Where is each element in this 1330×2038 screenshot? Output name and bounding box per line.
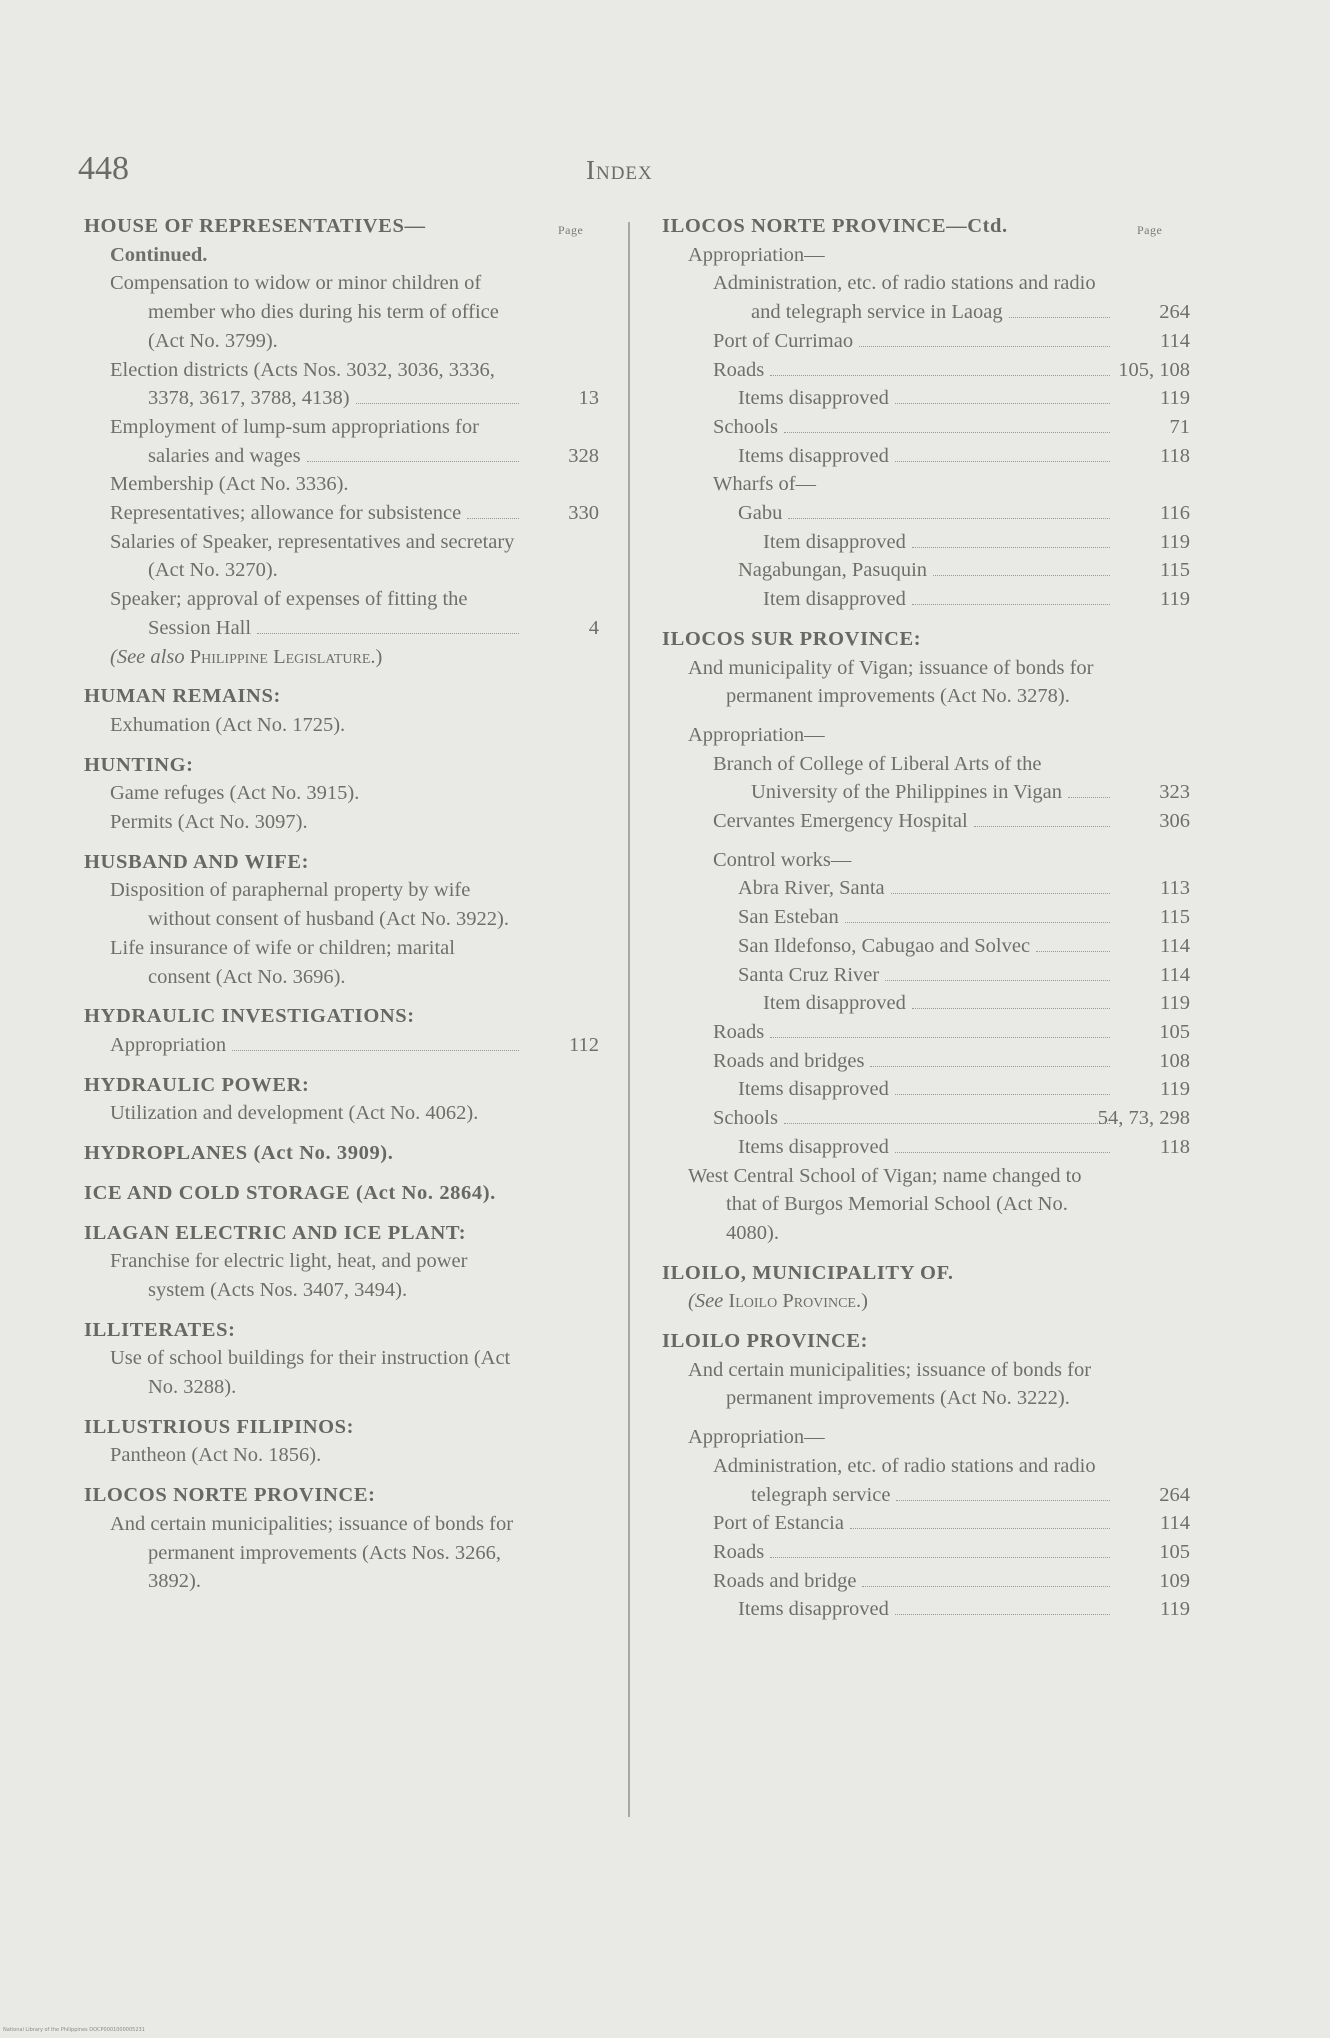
- entry-text: Items disapproved: [738, 1135, 889, 1158]
- entry-text: Items disapproved: [738, 387, 889, 410]
- entry-text: Items disapproved: [738, 444, 889, 467]
- index-entry: [84, 876, 599, 933]
- entry-text: Cervantes Emergency Hospital: [713, 810, 968, 833]
- leader-dots: [1009, 305, 1110, 318]
- see-reference: [662, 1287, 1190, 1316]
- leader-dots: [784, 1111, 1110, 1124]
- entry-page: 114: [1160, 1512, 1190, 1535]
- index-entry: [662, 1423, 1190, 1452]
- entry-page: 71: [1169, 415, 1190, 438]
- index-entry: [84, 1344, 599, 1401]
- index-entry: [662, 1133, 1190, 1162]
- leader-dots: [770, 1545, 1110, 1558]
- index-entry: [662, 1595, 1190, 1624]
- entry-page: 116: [1160, 502, 1190, 525]
- index-entry: [662, 528, 1190, 557]
- leader-dots: [895, 1602, 1110, 1615]
- index-heading: ILOCOS NORTE PROVINCE:: [84, 1484, 376, 1507]
- entry-spacer: [662, 711, 1190, 721]
- index-entry: [662, 1018, 1190, 1047]
- index-entry: [84, 1510, 599, 1596]
- index-group: [84, 751, 599, 837]
- index-entry: [662, 442, 1190, 471]
- leader-dots: [845, 910, 1110, 923]
- index-heading: ILAGAN ELECTRIC AND ICE PLANT:: [84, 1221, 467, 1244]
- leader-dots: [356, 391, 519, 404]
- entry-text: Exhumation (Act No. 1725).: [110, 713, 346, 736]
- index-entry: [662, 269, 1190, 326]
- index-heading: ILOILO, MUNICIPALITY OF.: [662, 1261, 954, 1284]
- entry-text: Membership (Act No. 3336).: [110, 473, 349, 496]
- entry-page: 119: [1160, 387, 1190, 410]
- index-entry: [662, 750, 1190, 807]
- column-divider: [628, 222, 630, 1817]
- entry-text: Roads: [713, 1020, 765, 1043]
- entry-page: 114: [1160, 329, 1190, 352]
- entry-text: Appropriation—: [688, 1426, 825, 1449]
- index-entry: [662, 807, 1190, 836]
- leader-dots: [307, 448, 519, 461]
- leader-dots: [912, 592, 1110, 605]
- entry-text: Pantheon (Act No. 1856).: [110, 1444, 322, 1467]
- index-group: [84, 1002, 599, 1059]
- entry-page: 306: [1159, 810, 1190, 833]
- entry-page: 112: [569, 1033, 599, 1056]
- index-entry: [662, 903, 1190, 932]
- entry-text: Employment of lump-sum appropriations for salaries and wages: [110, 415, 479, 467]
- entry-page: 105: [1159, 1020, 1190, 1043]
- index-entry: [662, 1538, 1190, 1567]
- entry-page: 119: [1160, 1598, 1190, 1621]
- index-entry: [662, 961, 1190, 990]
- entry-text: Roads and bridges: [713, 1049, 865, 1072]
- leader-dots: [974, 814, 1110, 827]
- entry-page: 119: [1160, 992, 1190, 1015]
- leader-dots: [1036, 939, 1110, 952]
- left-column: [84, 212, 599, 1607]
- entry-text: Speaker; approval of expenses of fitting the Session Hall: [110, 588, 468, 639]
- index-group: [84, 848, 599, 992]
- index-group: [84, 1071, 599, 1128]
- index-group: [84, 1413, 599, 1470]
- index-entry: [84, 934, 599, 991]
- index-group: [84, 1316, 599, 1402]
- see-prefix: (See also: [110, 645, 185, 668]
- index-entry: [662, 1104, 1190, 1133]
- index-entry: [662, 1047, 1190, 1076]
- entry-text: Port of Estancia: [713, 1512, 844, 1535]
- entry-page: 105: [1159, 1540, 1190, 1563]
- entry-page: 4: [588, 616, 599, 639]
- entry-page: 54, 73, 298: [1097, 1107, 1190, 1130]
- entry-text: Life insurance of wife or children; marital consent (Act No. 3696).: [110, 936, 455, 988]
- entry-text: Use of school buildings for their instruction (Act No. 3288).: [110, 1347, 511, 1399]
- entry-text: Franchise for electric light, heat, and power system (Acts Nos. 3407, 3494).: [110, 1250, 468, 1301]
- index-heading: HYDROPLANES (Act No. 3909).: [84, 1142, 394, 1165]
- index-heading: HYDRAULIC INVESTIGATIONS:: [84, 1005, 415, 1028]
- entry-text: Game refuges (Act No. 3915).: [110, 782, 360, 805]
- index-entry: [84, 1247, 599, 1304]
- leader-dots: [896, 1487, 1110, 1500]
- leader-dots: [788, 506, 1110, 519]
- index-heading: HYDRAULIC POWER:: [84, 1073, 310, 1096]
- index-entry: [84, 585, 599, 642]
- index-group: [662, 625, 1190, 1248]
- leader-dots: [912, 996, 1110, 1009]
- index-group: [84, 1179, 599, 1208]
- leader-dots: [859, 334, 1110, 347]
- index-entry: [662, 499, 1190, 528]
- entry-text: Items disapproved: [738, 1598, 889, 1621]
- index-heading: HUNTING:: [84, 753, 194, 776]
- index-heading: HOUSE OF REPRESENTATIVES—: [84, 215, 426, 237]
- index-entry: [662, 1075, 1190, 1104]
- index-entry: [84, 269, 599, 355]
- index-group: [662, 212, 1190, 614]
- index-group: [662, 1259, 1190, 1316]
- index-heading: ILLUSTRIOUS FILIPINOS:: [84, 1415, 355, 1438]
- entry-page: 264: [1159, 301, 1190, 324]
- entry-text: Roads: [713, 358, 765, 381]
- leader-dots: [784, 420, 1110, 433]
- entry-page: 115: [1160, 559, 1190, 582]
- index-entry: [662, 470, 1190, 499]
- continued-label: Continued.: [110, 243, 208, 266]
- entry-page: 13: [578, 387, 599, 410]
- leader-dots: [770, 362, 1110, 375]
- entry-spacer: [662, 1413, 1190, 1423]
- leader-dots: [257, 621, 519, 634]
- entry-text: Schools: [713, 1107, 778, 1130]
- index-heading: ICE AND COLD STORAGE (Act No. 2864).: [84, 1181, 496, 1204]
- index-entry: [662, 384, 1190, 413]
- entry-text: Administration, etc. of radio stations and radio and telegraph service in Laoag: [713, 272, 1096, 324]
- index-entry: [84, 1441, 599, 1470]
- index-entry: [84, 779, 599, 808]
- entry-text: Branch of College of Liberal Arts of the University of the Philippines in Vigan: [713, 752, 1062, 804]
- leader-dots: [885, 967, 1110, 980]
- index-group: [84, 212, 599, 671]
- index-entry: [662, 721, 1190, 750]
- index-entry: [84, 499, 599, 528]
- see-target: Iloilo Province.): [728, 1290, 868, 1313]
- entry-text: Schools: [713, 415, 778, 438]
- entry-text: Gabu: [738, 502, 783, 525]
- entry-text: Nagabungan, Pasuquin: [738, 559, 928, 582]
- entry-page: 330: [568, 502, 599, 525]
- index-entry: [84, 470, 599, 499]
- entry-spacer: [662, 836, 1190, 846]
- leader-dots: [862, 1573, 1110, 1586]
- page-title: Index: [586, 155, 653, 185]
- entry-page: 119: [1160, 588, 1190, 611]
- leader-dots: [895, 1082, 1110, 1095]
- leader-dots: [891, 881, 1110, 894]
- left-entries: [84, 212, 599, 1596]
- entry-text: Roads and bridge: [713, 1569, 857, 1592]
- entry-text: Item disapproved: [763, 588, 906, 611]
- entry-page: 119: [1160, 530, 1190, 553]
- index-entry: [662, 654, 1190, 711]
- entry-page: 113: [1160, 877, 1190, 900]
- index-entry: [662, 989, 1190, 1018]
- index-entry: [84, 528, 599, 585]
- index-entry: [84, 1031, 599, 1060]
- index-entry: [662, 1567, 1190, 1596]
- right-entries: [662, 212, 1190, 1624]
- leader-dots: [870, 1053, 1110, 1066]
- entry-page: 114: [1160, 934, 1190, 957]
- page-column-label: Page: [558, 223, 584, 237]
- entry-text: Permits (Act No. 3097).: [110, 811, 308, 834]
- entry-text: Item disapproved: [763, 530, 906, 553]
- entry-text: And certain municipalities; issuance of bonds for permanent improvements (Acts Nos. 3266, 3892).: [110, 1512, 514, 1593]
- entry-text: Item disapproved: [763, 992, 906, 1015]
- entry-page: 328: [568, 444, 599, 467]
- entry-page: 323: [1159, 781, 1190, 804]
- page-number: 448: [78, 150, 129, 187]
- entry-text: Santa Cruz River: [738, 963, 880, 986]
- leader-dots: [770, 1025, 1110, 1038]
- entry-page: 118: [1160, 444, 1190, 467]
- entry-page: 105, 108: [1118, 358, 1190, 381]
- leader-dots: [232, 1038, 519, 1051]
- entry-text: Abra River, Santa: [738, 877, 885, 900]
- index-entry: [662, 241, 1190, 270]
- index-group: [84, 1219, 599, 1305]
- leader-dots: [467, 506, 519, 519]
- index-entry: [662, 874, 1190, 903]
- scan-credit: National Library of the Philippines DOCP0001000005231: [3, 2027, 145, 2033]
- entry-text: Items disapproved: [738, 1078, 889, 1101]
- index-heading: HUMAN REMAINS:: [84, 685, 281, 708]
- entry-text: Appropriation—: [688, 243, 825, 266]
- index-entry: [84, 1099, 599, 1128]
- entry-text: Port of Currimao: [713, 329, 854, 352]
- index-entry: [662, 585, 1190, 614]
- leader-dots: [850, 1516, 1110, 1529]
- index-group: [662, 1327, 1190, 1624]
- entry-text: Appropriation: [110, 1033, 227, 1056]
- index-group: [84, 682, 599, 739]
- entry-text: San Esteban: [738, 906, 839, 929]
- index-entry: [662, 1356, 1190, 1413]
- leader-dots: [895, 448, 1110, 461]
- index-group: [84, 1139, 599, 1168]
- index-entry: [662, 1162, 1190, 1248]
- index-entry: [662, 413, 1190, 442]
- entry-page: 109: [1159, 1569, 1190, 1592]
- entry-text: Appropriation—: [688, 723, 825, 746]
- index-entry: [84, 356, 599, 413]
- index-entry: [84, 711, 599, 740]
- page-column-label: Page: [1137, 223, 1163, 237]
- entry-text: Election districts (Acts Nos. 3032, 3036, 3336, 3378, 3617, 3788, 4138): [110, 358, 495, 410]
- index-entry: [662, 846, 1190, 875]
- leader-dots: [912, 534, 1110, 547]
- index-heading: HUSBAND AND WIFE:: [84, 850, 310, 873]
- index-group: [84, 1481, 599, 1596]
- index-heading: ILLITERATES:: [84, 1318, 236, 1341]
- leader-dots: [1068, 785, 1110, 798]
- entry-text: Control works—: [713, 848, 852, 871]
- entry-text: Wharfs of—: [713, 473, 817, 496]
- index-entry: [662, 932, 1190, 961]
- index-heading: ILOCOS SUR PROVINCE:: [662, 627, 922, 650]
- entry-text: San Ildefonso, Cabugao and Solvec: [738, 934, 1031, 957]
- entry-page: 115: [1160, 906, 1190, 929]
- leader-dots: [933, 563, 1110, 576]
- entry-text: Salaries of Speaker, representatives and secretary (Act No. 3270).: [110, 530, 515, 582]
- entry-text: Disposition of paraphernal property by wife without consent of husband (Act No. 3922).: [110, 879, 509, 931]
- entry-text: West Central School of Vigan; name changed to that of Burgos Memorial School (Act No. 4080).: [688, 1164, 1082, 1244]
- index-heading: ILOCOS NORTE PROVINCE—Ctd.: [662, 215, 1008, 237]
- entry-page: 114: [1160, 963, 1190, 986]
- index-entry: [662, 556, 1190, 585]
- index-entry: [662, 356, 1190, 385]
- entry-text: And certain municipalities; issuance of bonds for permanent improvements (Act No. 3222).: [688, 1358, 1092, 1410]
- see-also-reference: [84, 643, 599, 672]
- entry-page: 264: [1159, 1483, 1190, 1506]
- index-entry: [662, 1452, 1190, 1509]
- entry-page: 119: [1160, 1078, 1190, 1101]
- entry-text: Representatives; allowance for subsistence: [110, 502, 462, 525]
- see-prefix: (See: [688, 1290, 724, 1313]
- index-entry: [84, 808, 599, 837]
- entry-text: And municipality of Vigan; issuance of bonds for permanent improvements (Act No. 3278).: [688, 656, 1094, 708]
- right-column: [662, 212, 1190, 1635]
- see-target: Philippine Legislature.): [189, 645, 383, 668]
- leader-dots: [895, 1140, 1110, 1153]
- index-entry: [662, 327, 1190, 356]
- index-entry: [84, 413, 599, 470]
- entry-text: Roads: [713, 1540, 765, 1563]
- leader-dots: [895, 391, 1110, 404]
- entry-text: Administration, etc. of radio stations and radio telegraph service: [713, 1454, 1096, 1506]
- index-heading: ILOILO PROVINCE:: [662, 1330, 869, 1353]
- entry-page: 108: [1159, 1049, 1190, 1072]
- index-entry: [662, 1509, 1190, 1538]
- entry-text: Compensation to widow or minor children of member who dies during his term of office (Act No. 3799).: [110, 272, 499, 352]
- entry-page: 118: [1160, 1135, 1190, 1158]
- entry-text: Utilization and development (Act No. 4062).: [110, 1102, 479, 1125]
